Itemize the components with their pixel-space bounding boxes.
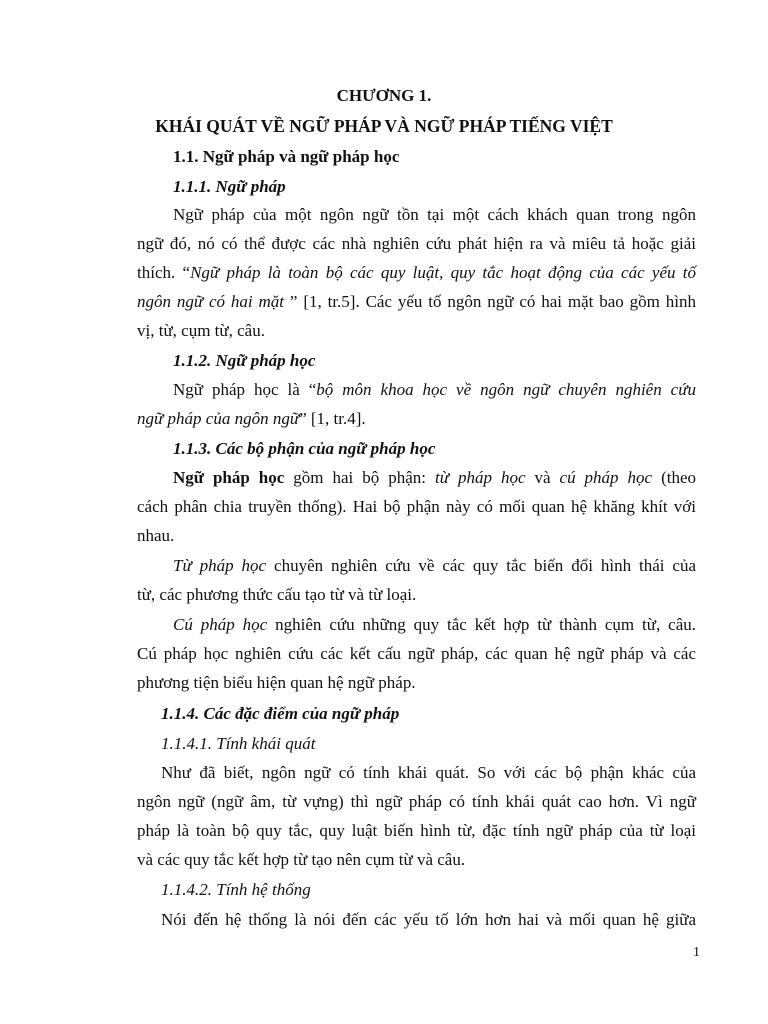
paragraph-line (173, 556, 696, 576)
text-run: (theo (652, 468, 697, 487)
paragraph-line (173, 615, 696, 635)
text-run: nghiên cứu những quy tắc kết hợp từ thành cụm từ, câu. (267, 615, 696, 634)
quote-text: ngôn ngữ có hai mặt (137, 292, 285, 311)
paragraph-line: và các quy tắc kết hợp từ tạo nên cụm từ và câu. (137, 850, 466, 869)
chapter-number: CHƯƠNG 1. (336, 86, 432, 105)
paragraph-line: pháp là toàn bộ quy tắc, quy luật biến hình từ, đặc tính ngữ pháp của từ loại (137, 821, 696, 840)
paragraph-line: ngôn ngữ (ngữ âm, từ vựng) thì ngữ pháp có tính khái quát cao hơn. Vì ngữ (137, 792, 696, 811)
section-heading-1-1-4-2: 1.1.4.2. Tính hệ thống (161, 880, 311, 899)
term-bold: Ngữ pháp học (173, 468, 285, 487)
paragraph-line: Cú pháp học nghiên cứu các kết cấu ngữ pháp, các quan hệ ngữ pháp và các (137, 644, 696, 663)
paragraph-line (137, 263, 696, 283)
text-run: và (525, 468, 560, 487)
text-run: thích. “ (137, 263, 191, 282)
section-heading-1-1-4: 1.1.4. Các đặc điểm của ngữ pháp (161, 704, 400, 723)
section-heading-1-1: 1.1. Ngữ pháp và ngữ pháp học (173, 147, 400, 166)
paragraph-line: Ngữ pháp của một ngôn ngữ tồn tại một cách khách quan trong ngôn (173, 205, 696, 224)
paragraph-line: từ, các phương thức cấu tạo từ và từ loại. (137, 585, 417, 604)
quote-text: Ngữ pháp là toàn bộ các quy luật, quy tắc hoạt động của các yếu tố (190, 263, 696, 282)
page-number: 1 (693, 945, 700, 960)
paragraph-line: Nói đến hệ thống là nói đến các yếu tố lớn hơn hai và mối quan hệ giữa (161, 910, 696, 929)
paragraph-line: nhau. (137, 526, 175, 545)
paragraph-line: vị, từ, cụm từ, câu. (137, 321, 265, 340)
paragraph-line (137, 292, 696, 312)
quote-text: ngữ pháp của ngôn ngữ (137, 409, 300, 428)
text-run: ” [1, tr.4]. (299, 409, 366, 428)
text-run: Ngữ pháp học là “ (173, 380, 317, 399)
section-heading-1-1-1: 1.1.1. Ngữ pháp (173, 177, 286, 196)
text-run: chuyên nghiên cứu về các quy tắc biến đổi hình thái của (266, 556, 696, 575)
term-italic: từ pháp học (435, 468, 526, 487)
section-heading-1-1-4-1: 1.1.4.1. Tính khái quát (161, 734, 316, 753)
text-run: ” [1, tr.5]. Các yếu tố ngôn ngữ có hai mặt bao gồm hình (284, 292, 696, 311)
term-italic: Từ pháp học (173, 556, 267, 575)
quote-text: bộ môn khoa học về ngôn ngữ chuyên nghiên cứu (316, 380, 697, 399)
paragraph-line: cách phân chia truyền thống). Hai bộ phận này có mối quan hệ khăng khít với (137, 497, 696, 516)
paragraph-line: Như đã biết, ngôn ngữ có tính khái quát. So với các bộ phận khác của (161, 763, 696, 782)
paragraph-line: ngữ đó, nó có thể được các nhà nghiên cứu phát hiện ra và miêu tả hoặc giải (137, 234, 696, 253)
chapter-title: KHÁI QUÁT VỀ NGỮ PHÁP VÀ NGỮ PHÁP TIẾNG VIỆT (155, 116, 613, 136)
term-italic: cú pháp học (559, 468, 653, 487)
section-heading-1-1-3: 1.1.3. Các bộ phận của ngữ pháp học (173, 439, 436, 458)
paragraph-line (137, 409, 696, 429)
paragraph-line (173, 380, 696, 400)
paragraph-line (173, 468, 696, 488)
term-italic: Cú pháp học (173, 615, 268, 634)
paragraph-line: phương tiện biểu hiện quan hệ ngữ pháp. (137, 673, 416, 692)
text-run: gồm hai bộ phận: (284, 468, 435, 487)
section-heading-1-1-2: 1.1.2. Ngữ pháp học (173, 351, 316, 370)
